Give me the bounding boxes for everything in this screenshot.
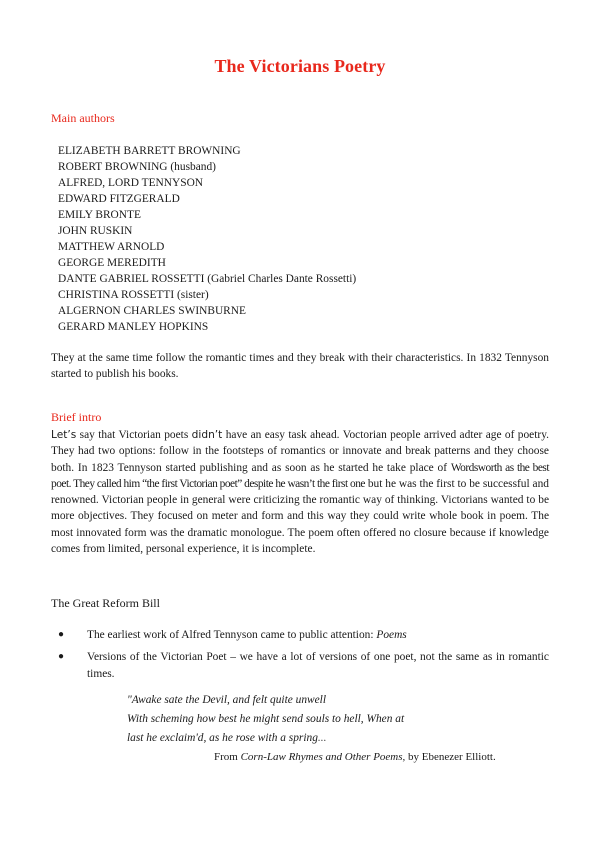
- intro-lets-word: Let’s: [51, 429, 77, 441]
- poem-line: With scheming how best he might send souls to hell, When at: [127, 713, 405, 725]
- source-title: Corn-Law Rhymes and Other Poems,: [240, 751, 406, 763]
- author-item: DANTE GABRIEL ROSSETTI (Gabriel Charles Dante Rossetti): [58, 273, 357, 285]
- authors-summary-paragraph: They at the same time follow the romantic times and they break with their characteristics. In 1832 Tennyson started to publish his books.: [51, 352, 549, 381]
- intro-didnt-word: didn’t: [191, 429, 223, 441]
- poem-source: [214, 751, 496, 763]
- author-item: EMILY BRONTE: [58, 209, 141, 221]
- bullet-italic-title: Poems: [376, 629, 407, 641]
- bullet-text: The earliest work of Alfred Tennyson came to public attention:: [87, 629, 377, 641]
- intro-text-4: but he was the first to be successful and renowned. Victorian people in general were criticizing the romantic way of thinking. Victorians wanted to be more objectives. They focused on meter and form and this way they could write whole book in poem. The most innovated form was the dramatic monologue. The poem often offered no closure because if knowledge comes from limited, personal experience, it is incomplete.: [51, 477, 549, 556]
- poem-line-text: last he exclaim'd, as he rose with a spring: [127, 732, 318, 744]
- author-item: MATTHEW ARNOLD: [58, 241, 165, 253]
- author-item: EDWARD FITZGERALD: [58, 193, 180, 205]
- intro-text-1: say that Victorian poets: [76, 429, 192, 441]
- page-title: The Victorians Poetry: [214, 56, 386, 76]
- authors-list: [58, 143, 356, 335]
- poem-ellipsis: ...: [317, 732, 327, 744]
- intro-text-2: have an easy task ahead. Voctorian people arrived adter age of poetry. They had two options: follow in the footsteps of romantics or innovate and break patterns and they choose both. In 1823 Tennyson started publishing and as soon as he started he take place of: [51, 429, 550, 474]
- author-item: GERARD MANLEY HOPKINS: [58, 321, 209, 333]
- author-item: ALGERNON CHARLES SWINBURNE: [58, 305, 246, 317]
- author-item: GEORGE MEREDITH: [58, 257, 166, 269]
- reform-bullet-list: [51, 627, 549, 688]
- bullet-icon: ●: [58, 651, 65, 663]
- poem-quote: [127, 691, 404, 748]
- author-item: JOHN RUSKIN: [58, 225, 133, 237]
- author-item: CHRISTINA ROSSETTI (sister): [58, 289, 209, 301]
- bullet-item: [51, 649, 549, 682]
- main-authors-heading: Main authors: [51, 111, 115, 125]
- bullet-text: Versions of the Victorian Poet – we have a lot of versions of one poet, not the same as in romantic times.: [87, 651, 549, 680]
- author-item: ELIZABETH BARRETT BROWNING: [58, 145, 241, 157]
- author-item: ROBERT BROWNING (husband): [58, 161, 216, 173]
- poem-line: [127, 729, 404, 748]
- reform-bill-heading: The Great Reform Bill: [51, 596, 160, 610]
- intro-text-3: Wordsworth as the best poet. They called him “the first Victorian poet” despite he wasn’t the first one: [51, 461, 550, 490]
- bullet-item: [51, 627, 549, 643]
- poem-line: "Awake sate the Devil, and felt quite unwell: [127, 694, 327, 706]
- source-prefix: From: [214, 751, 241, 763]
- brief-intro-heading: Brief intro: [51, 410, 102, 424]
- source-suffix: by Ebenezer Elliott.: [405, 751, 496, 763]
- author-item: ALFRED, LORD TENNYSON: [58, 177, 204, 189]
- brief-intro-paragraph: [51, 427, 549, 557]
- bullet-icon: ●: [58, 629, 65, 640]
